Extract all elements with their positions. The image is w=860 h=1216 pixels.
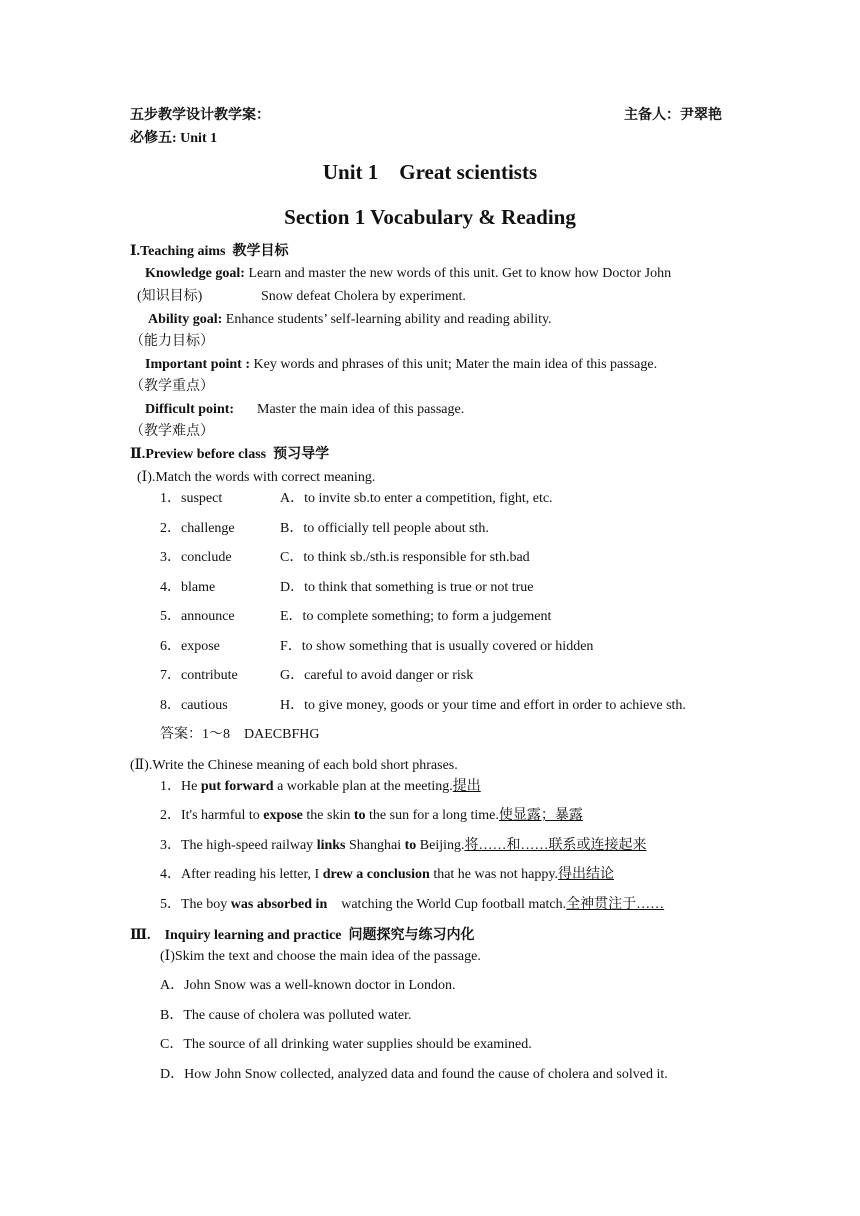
phrase-answer: 将……和……联系或连接起来 <box>464 838 647 853</box>
part2-title: (Ⅱ).Write the Chinese meaning of each bold short phrases. <box>130 758 458 773</box>
section1-heading-num: Ⅰ. <box>130 244 141 259</box>
word-item: 1．suspect <box>160 491 223 506</box>
section1-heading-text: Teaching aims 教学目标 <box>140 244 289 259</box>
difficult-sub: （教学难点） <box>130 424 214 439</box>
ability-text: Enhance students’ self-learning ability and reading ability. <box>222 312 552 327</box>
word-item: 4．blame <box>160 580 216 595</box>
section2-heading-num: Ⅱ. <box>130 447 146 462</box>
section-title: Section 1 Vocabulary & Reading <box>284 205 576 229</box>
knowledge-goal <box>145 266 671 283</box>
answer-line: 答案：1～8 DAECBFHG <box>160 727 320 742</box>
section3-heading-text: Inquiry learning and practice 问题探究与练习内化 <box>164 928 475 943</box>
phrase-answer: 提出 <box>452 779 481 794</box>
meaning-item: B．to officially tell people about sth. <box>280 521 489 536</box>
ability-goal <box>148 312 552 329</box>
word-item: 7．contribute <box>160 668 238 683</box>
unit-title: Unit 1 Great scientists <box>322 160 538 184</box>
meaning-item: G．careful to avoid danger or risk <box>280 668 474 683</box>
word-item: 2．challenge <box>160 521 235 536</box>
phrase-item: 5．The boy was absorbed in watching the World Cup football match.全神贯注于…… <box>160 897 665 912</box>
ability-sub: （能力目标） <box>130 334 214 349</box>
meaning-item: F．to show something that is usually covered or hidden <box>280 639 594 654</box>
part1-title: (Ⅰ).Match the words with correct meaning. <box>137 470 376 485</box>
meaning-item: C．to think sb./sth.is responsible for sth.bad <box>280 550 530 565</box>
knowledge-text: Learn and master the new words of this unit. Get to know how Doctor John <box>244 266 672 281</box>
option-item: C．The source of all drinking water supplies should be examined. <box>160 1037 532 1052</box>
phrase-answer: 得出结论 <box>558 867 614 882</box>
section1-heading <box>130 244 289 261</box>
difficult-point <box>145 402 234 419</box>
part3-title: (Ⅰ)Skim the text and choose the main idea of the passage. <box>160 949 481 964</box>
phrase-item: 2．It's harmful to expose the skin to the sun for a long time.使显露；暴露 <box>160 808 583 823</box>
important-sub: （教学重点） <box>130 379 214 394</box>
knowledge-label: Knowledge goal: <box>145 266 245 281</box>
section2-heading-text: Preview before class 预习导学 <box>145 447 330 462</box>
section3-heading-num: Ⅲ. <box>130 928 151 943</box>
phrase-item: 1．He put forward a workable plan at the meeting.提出 <box>160 779 481 794</box>
phrase-item: 3．The high-speed railway links Shanghai to Beijing.将……和……联系或连接起来 <box>160 838 647 853</box>
phrase-item: 4．After reading his letter, I drew a conclusion that he was not happy.得出结论 <box>160 867 614 882</box>
difficult-text: Master the main idea of this passage. <box>257 402 465 417</box>
important-label: Important point : <box>145 357 251 372</box>
important-point <box>145 357 657 374</box>
phrase-answer: 全神贯注于…… <box>566 897 665 912</box>
phrase-answer: 使显露；暴露 <box>498 808 583 823</box>
knowledge-text-cont: Snow defeat Cholera by experiment. <box>261 289 466 304</box>
meaning-item: E．to complete something; to form a judgement <box>280 609 552 624</box>
option-item: D．How John Snow collected, analyzed data and found the cause of cholera and solved it. <box>160 1067 668 1082</box>
header-left: 五步教学设计教学案： <box>130 108 270 123</box>
meaning-item: D．to think that something is true or not true <box>280 580 534 595</box>
word-item: 6．expose <box>160 639 220 654</box>
important-text: Key words and phrases of this unit; Mater the main idea of this passage. <box>250 357 658 372</box>
difficult-label: Difficult point: <box>145 402 235 417</box>
section3-heading <box>130 928 475 945</box>
word-item: 3．conclude <box>160 550 232 565</box>
header-subtitle: 必修五: Unit 1 <box>130 131 218 146</box>
knowledge-sub: (知识目标) <box>137 289 203 304</box>
header-right: 主备人：尹翠艳 <box>624 108 722 123</box>
meaning-item: A．to invite sb.to enter a competition, fight, etc. <box>280 491 553 506</box>
option-item: A．John Snow was a well-known doctor in London. <box>160 978 456 993</box>
option-item: B．The cause of cholera was polluted water. <box>160 1008 412 1023</box>
ability-label: Ability goal: <box>148 312 223 327</box>
word-item: 8．cautious <box>160 698 228 713</box>
meaning-item: H．to give money, goods or your time and effort in order to achieve sth. <box>280 698 686 713</box>
section2-heading <box>130 447 329 464</box>
word-item: 5．announce <box>160 609 235 624</box>
